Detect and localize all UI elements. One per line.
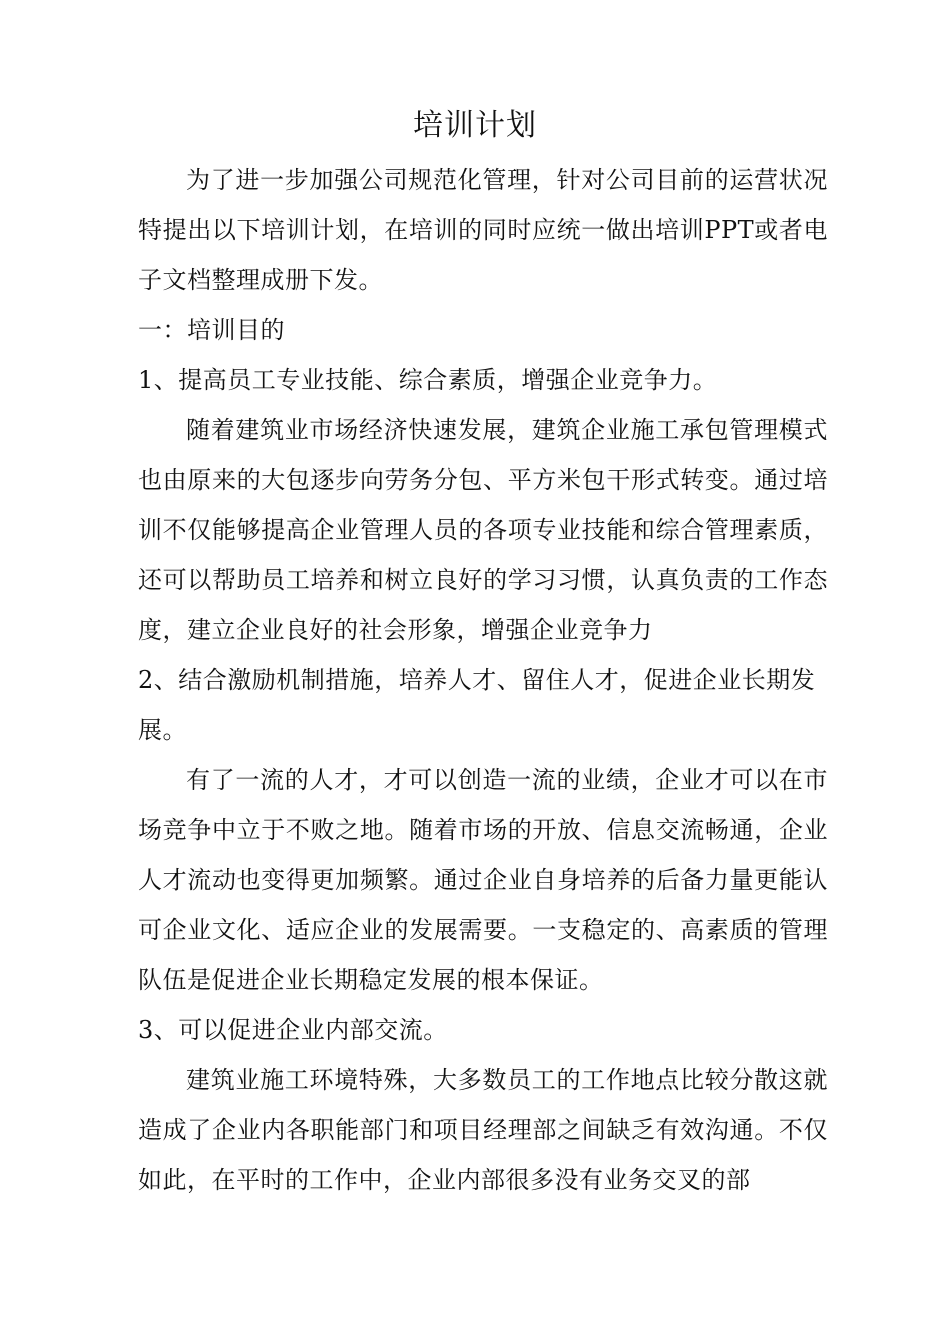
section-heading-purpose: 一：培训目的 bbox=[138, 316, 285, 344]
document-body bbox=[138, 155, 828, 1205]
item-heading-1: 1、提高员工专业技能、综合素质，增强企业竞争力。 bbox=[138, 366, 718, 394]
item-paragraph-3: 建筑业施工环境特殊，大多数员工的工作地点比较分散这就造成了企业内各职能部门和项目经理部之间缺乏有效沟通。不仅如此，在平时的工作中，企业内部很多没有业务交叉的部 bbox=[138, 1066, 828, 1194]
intro-paragraph: 为了进一步加强公司规范化管理，针对公司目前的运营状况特提出以下培训计划，在培训的同时应统一做出培训PPT或者电子文档整理成册下发。 bbox=[138, 166, 828, 294]
item-paragraph-2: 有了一流的人才，才可以创造一流的业绩，企业才可以在市场竞争中立于不败之地。随着市场的开放、信息交流畅通，企业人才流动也变得更加频繁。通过企业自身培养的后备力量更能认可企业文化、适应企业的发展需要。一支稳定的、高素质的管理队伍是促进企业长期稳定发展的根本保证。 bbox=[138, 766, 828, 994]
item-paragraph-1: 随着建筑业市场经济快速发展，建筑企业施工承包管理模式也由原来的大包逐步向劳务分包、平方米包干形式转变。通过培训不仅能够提高企业管理人员的各项专业技能和综合管理素质，还可以帮助员工培养和树立良好的学习习惯，认真负责的工作态度，建立企业良好的社会形象，增强企业竞争力 bbox=[138, 416, 828, 644]
item-heading-3: 3、可以促进企业内部交流。 bbox=[138, 1016, 448, 1044]
document-title: 培训计划 bbox=[413, 108, 537, 143]
item-heading-2: 2、结合激励机制措施，培养人才、留住人才，促进企业长期发展。 bbox=[138, 666, 816, 744]
